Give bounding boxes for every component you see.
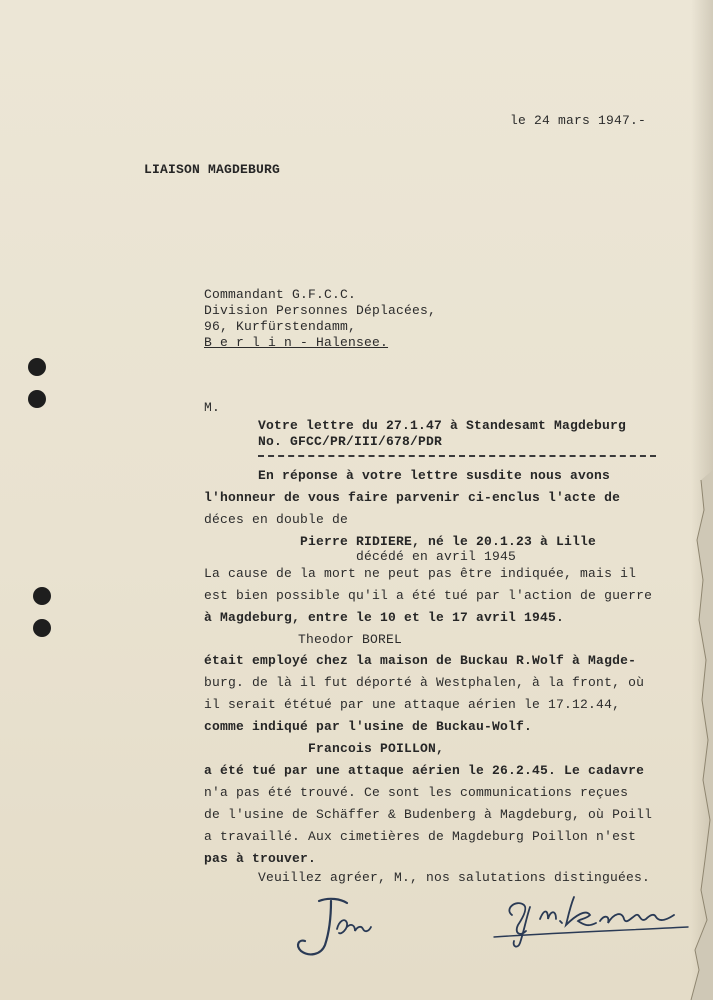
body-line: En réponse à votre lettre susdite nous avons [258,468,611,483]
recipient-line-4: B e r l i n - Halensee. [204,335,389,350]
body-line: il serait ététué par une attaque aérien le 17.12.44, [204,697,621,712]
person-1-line-2: décédé en avril 1945 [356,549,517,564]
person-1-line-1: Pierre RIDIERE, né le 20.1.23 à Lille [300,534,597,549]
body-line: l'honneur de vous faire parvenir ci-enclus l'acte de [204,490,621,505]
reference-line-1: Votre lettre du 27.1.47 à Standesamt Magdeburg [258,418,627,433]
recipient-line-3: 96, Kurfürstendamm, [204,319,357,334]
body-line: était employé chez la maison de Buckau R.Wolf à Magde- [204,653,637,668]
body-line: burg. de là il fut déporté à Westphalen, à la front, où [204,675,645,690]
body-line: à Magdeburg, entre le 10 et le 17 avril 1945. [204,610,565,625]
body-line: est bien possible qu'il a été tué par l'action de guerre [204,588,653,603]
body-line: a travaillé. Aux cimetières de Magdeburg Poillon n'est [204,829,637,844]
body-line: n'a pas été trouvé. Ce sont les communications reçues [204,785,629,800]
reference-line-2: No. GFCC/PR/III/678/PDR [258,434,443,449]
punch-hole [33,587,51,605]
person-3: Francois POILLON, [308,741,445,756]
sender-name: LIAISON MAGDEBURG [144,162,281,177]
letter-date: le 24 mars 1947.- [510,113,647,128]
signature-left [285,893,380,963]
salutation: M. [204,400,221,415]
person-2: Theodor BOREL [298,632,403,647]
body-line: pas à trouver. [204,851,317,866]
punch-hole [33,619,51,637]
punch-hole [28,390,46,408]
recipient-line-1: Commandant G.F.C.C. [204,287,357,302]
body-line: a été tué par une attaque aérien le 26.2.45. Le cadavre [204,763,645,778]
punch-hole [28,358,46,376]
body-line: La cause de la mort ne peut pas être indiquée, mais il [204,566,637,581]
signature-right [490,885,695,955]
closing-line: Veuillez agréer, M., nos salutations distinguées. [258,870,651,885]
reference-underline [258,455,656,457]
body-line: comme indiqué par l'usine de Buckau-Wolf. [204,719,533,734]
body-line: déces en double de [204,512,349,527]
body-line: de l'usine de Schäffer & Budenberg à Magdeburg, où Poill [204,807,653,822]
recipient-line-2: Division Personnes Déplacées, [204,303,437,318]
